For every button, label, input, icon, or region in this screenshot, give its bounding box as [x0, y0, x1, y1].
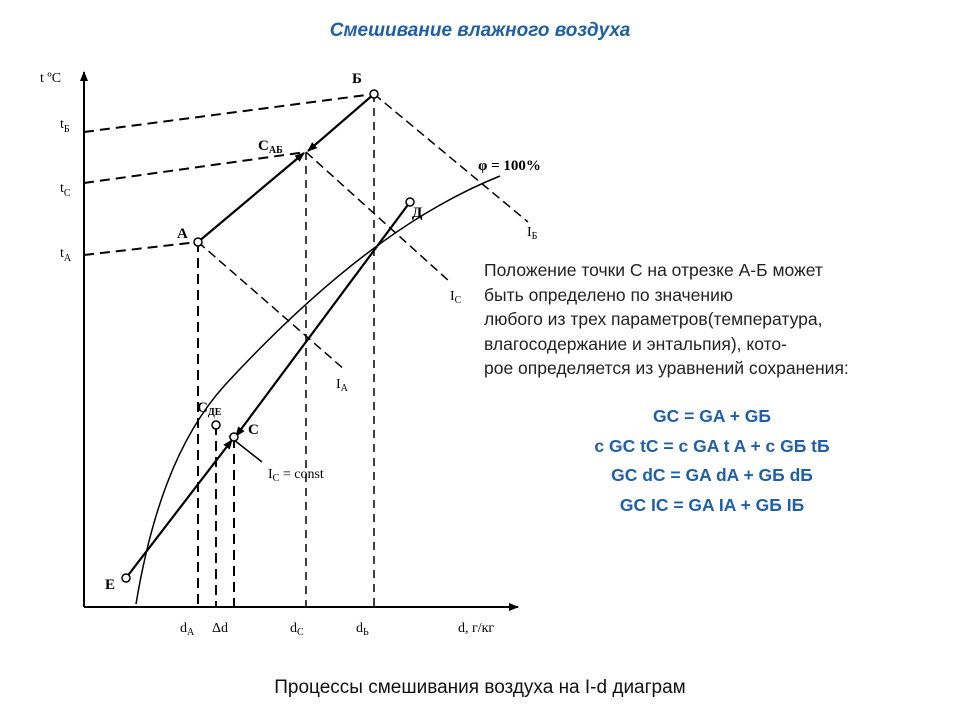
- isenthalp-C: [306, 152, 450, 282]
- point-C: [230, 433, 238, 441]
- tick-tA: $t_А$: [60, 246, 72, 264]
- tick-dB: $d_Ь$: [356, 621, 369, 638]
- point-B: [370, 90, 378, 98]
- description-paragraph: [484, 258, 954, 381]
- label-IA: $I_А$: [336, 377, 348, 394]
- point-CDE: [212, 421, 220, 429]
- equation-mass: GC = GA + GБ: [653, 406, 771, 426]
- tick-tB: $t_Б$: [60, 117, 70, 135]
- slide-title: Смешивание влажного воздуха: [329, 20, 631, 41]
- label-C: С: [248, 422, 259, 438]
- label-B: Б: [352, 71, 362, 87]
- tick-delta-d: Δd: [212, 621, 229, 636]
- equation-moisture: GC dC = GA dA + GБ dБ: [611, 465, 813, 485]
- paragraph-line: быть определено по значению: [484, 284, 733, 305]
- tick-tC: $t_С$: [60, 181, 71, 199]
- paragraph-line: любого из трех параметров(температура,: [484, 309, 823, 329]
- label-IB: $I_Б$: [527, 225, 538, 242]
- label-IC-const: $I_С$ = const: [268, 467, 324, 484]
- label-E: Е: [105, 577, 116, 593]
- tick-dC: $d_С$: [290, 621, 304, 638]
- label-D: Д: [412, 205, 423, 221]
- mix-line-A-CAB: [198, 153, 304, 242]
- slide-caption: Процессы смешивания воздуха на I-d диаграм: [274, 677, 686, 698]
- equations: [484, 402, 940, 520]
- isotherm-tB: [84, 94, 374, 132]
- label-CAB: $С_{АБ}$: [258, 138, 283, 156]
- paragraph-line: Положение точки С на отрезке А-Б может: [484, 260, 823, 280]
- mix-line-B-CAB: [308, 94, 374, 151]
- tick-dA: $d_А$: [180, 621, 195, 638]
- label-IC: $I_С$: [450, 289, 462, 306]
- paragraph-line: рое определяется из уравнений сохранения:: [484, 358, 849, 378]
- x-axis-label: d, г/кг: [458, 621, 495, 636]
- saturation-curve: [136, 176, 500, 604]
- isenthalp-A: [198, 242, 345, 370]
- equation-temperature: c GC tC = c GA t A + c GБ tБ: [594, 435, 830, 456]
- label-A: А: [177, 226, 188, 242]
- paragraph-line: влагосодержание и энтальпия), кото-: [484, 333, 787, 354]
- isotherm-tA: [84, 242, 198, 255]
- y-axis-label: t ºC: [40, 71, 62, 86]
- point-E: [122, 574, 130, 582]
- mix-line-D-C: [236, 202, 410, 436]
- label-phi: φ = 100%: [478, 158, 541, 174]
- point-A: [194, 238, 202, 246]
- label-CDE: $С_{ДЕ}$: [197, 400, 222, 418]
- equation-enthalpy: GC IC = GA IA + GБ IБ: [619, 494, 805, 515]
